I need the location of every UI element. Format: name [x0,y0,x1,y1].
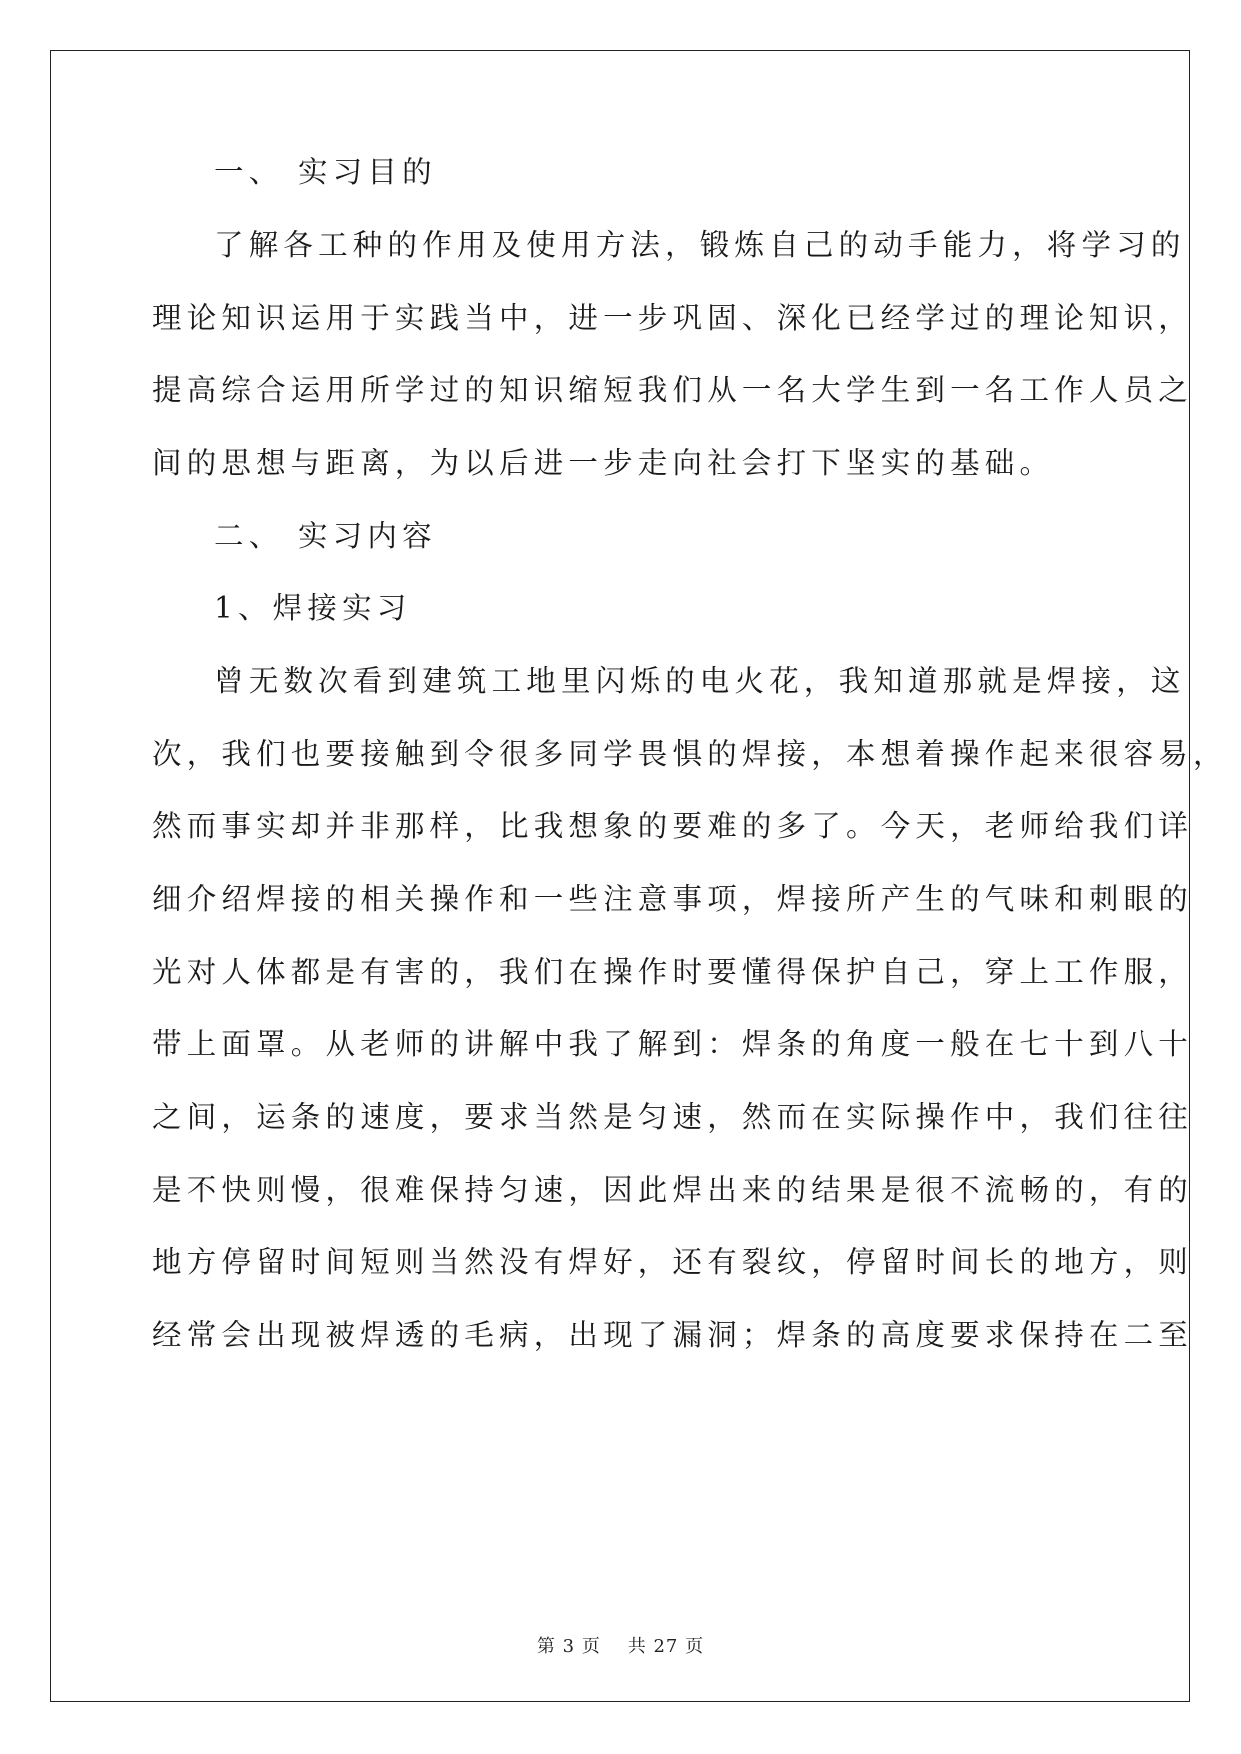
paragraph-line: 经常会出现被焊透的毛病，出现了漏洞；焊条的高度要求保持在二至 [152,1318,1194,1352]
paragraph-line: 间的思想与距离，为以后进一步走向社会打下坚实的基础。 [152,446,1055,480]
paragraph-line: 次，我们也要接触到令很多同学畏惧的焊接，本想着操作起来很容易， [152,737,1228,771]
section-heading-2: 二、 实习内容 [214,519,437,553]
page-total: 共 27 页 [627,1636,705,1657]
paragraph-line: 了解各工种的作用及使用方法，锻炼自己的动手能力，将学习的 [214,228,1186,262]
paragraph-line: 细介绍焊接的相关操作和一些注意事项，焊接所产生的气味和刺眼的 [152,882,1194,916]
paragraph-line: 是不快则慢，很难保持匀速，因此焊出来的结果是很不流畅的，有的 [152,1173,1194,1207]
paragraph-line: 地方停留时间短则当然没有焊好，还有裂纹，停留时间长的地方，则 [152,1245,1194,1279]
paragraph-line: 理论知识运用于实践当中，进一步巩固、深化已经学过的理论知识， [152,301,1194,335]
paragraph-line: 曾无数次看到建筑工地里闪烁的电火花，我知道那就是焊接，这 [214,664,1186,698]
paragraph-line: 然而事实却并非那样，比我想象的要难的多了。今天，老师给我们详 [152,809,1194,843]
paragraph-line: 提高综合运用所学过的知识缩短我们从一名大学生到一名工作人员之 [152,373,1194,407]
page-number: 第 3 页 [536,1636,601,1657]
paragraph-line: 之间，运条的速度，要求当然是匀速，然而在实际操作中，我们往往 [152,1100,1194,1134]
page-footer [0,1632,1241,1658]
paragraph-line: 光对人体都是有害的，我们在操作时要懂得保护自己，穿上工作服， [152,955,1194,989]
subsection-heading: 1、焊接实习 [214,591,412,625]
paragraph-line: 带上面罩。从老师的讲解中我了解到：焊条的角度一般在七十到八十 [152,1027,1194,1061]
section-heading-1: 一、 实习目的 [214,155,437,189]
